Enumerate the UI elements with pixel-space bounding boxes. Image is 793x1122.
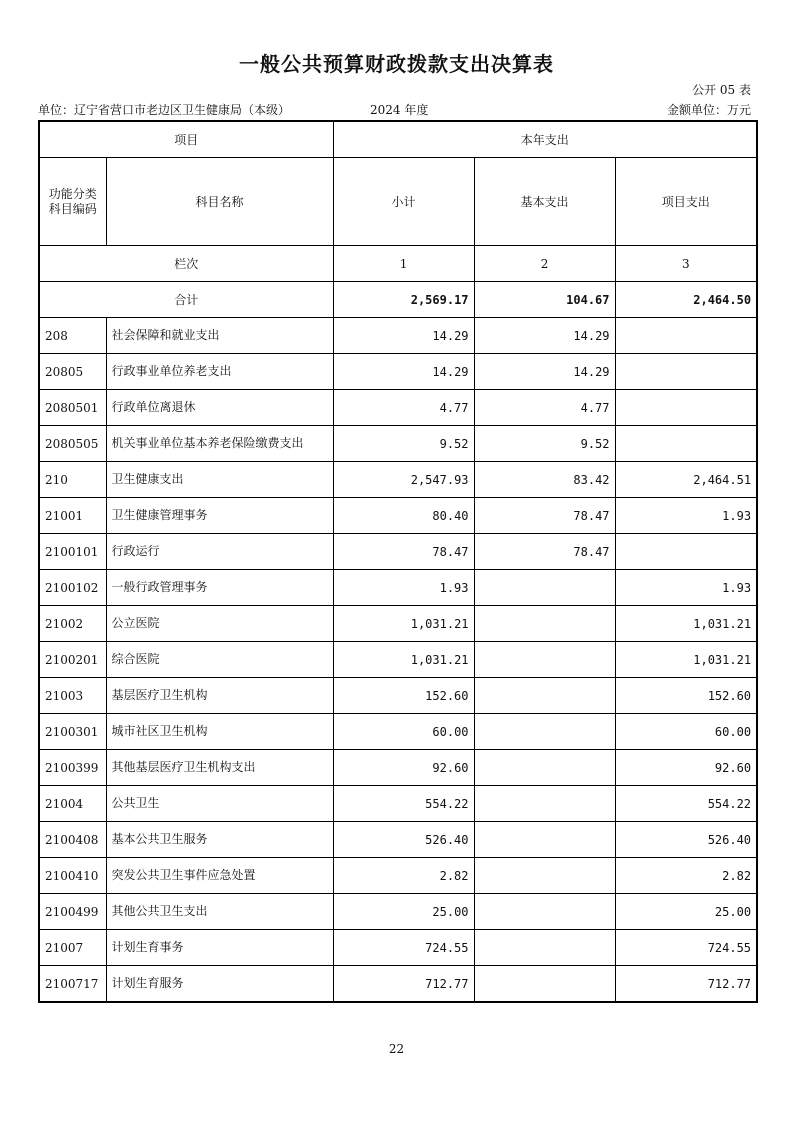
row-project [615,354,757,390]
row-basic: 9.52 [474,426,615,462]
row-project: 1,031.21 [615,606,757,642]
row-code: 20805 [39,354,106,390]
header-row-1 [39,121,757,158]
row-code: 2100102 [39,570,106,606]
row-code: 2100408 [39,822,106,858]
header-name: 科目名称 [106,158,333,246]
col-3: 3 [615,246,757,282]
header-project: 项目支出 [615,158,757,246]
row-name: 行政运行 [106,534,333,570]
row-subtotal: 14.29 [333,354,474,390]
row-subtotal: 554.22 [333,786,474,822]
row-name: 卫生健康支出 [106,462,333,498]
row-subtotal: 4.77 [333,390,474,426]
row-name: 基本公共卫生服务 [106,822,333,858]
row-subtotal: 60.00 [333,714,474,750]
row-subtotal: 25.00 [333,894,474,930]
row-code: 2080501 [39,390,106,426]
row-project: 2,464.51 [615,462,757,498]
row-subtotal: 14.29 [333,318,474,354]
row-project: 2.82 [615,858,757,894]
row-name: 公立医院 [106,606,333,642]
row-subtotal: 9.52 [333,426,474,462]
row-basic [474,822,615,858]
table-row [39,786,757,822]
row-subtotal: 80.40 [333,498,474,534]
row-name: 机关事业单位基本养老保险缴费支出 [106,426,333,462]
row-project: 526.40 [615,822,757,858]
row-project: 1.93 [615,498,757,534]
total-project: 2,464.50 [615,282,757,318]
row-project [615,390,757,426]
header-item: 项目 [39,121,333,158]
row-basic: 83.42 [474,462,615,498]
row-subtotal: 78.47 [333,534,474,570]
row-basic [474,750,615,786]
table-row [39,822,757,858]
row-subtotal: 712.77 [333,966,474,1003]
row-subtotal: 526.40 [333,822,474,858]
row-name: 城市社区卫生机构 [106,714,333,750]
total-label: 合计 [39,282,333,318]
row-project: 25.00 [615,894,757,930]
row-project [615,318,757,354]
row-name: 公共卫生 [106,786,333,822]
row-basic [474,570,615,606]
row-code: 21002 [39,606,106,642]
row-subtotal: 1.93 [333,570,474,606]
row-name: 社会保障和就业支出 [106,318,333,354]
row-project [615,426,757,462]
row-basic: 78.47 [474,534,615,570]
row-project: 152.60 [615,678,757,714]
row-basic [474,858,615,894]
money-unit-label: 金额单位：万元 [666,103,751,117]
row-code: 210 [39,462,106,498]
table-row [39,606,757,642]
year-label: 2024 年度 [370,103,429,117]
total-basic: 104.67 [474,282,615,318]
row-subtotal: 1,031.21 [333,606,474,642]
row-basic [474,894,615,930]
page-title: 一般公共预算财政拨款支出决算表 [239,52,554,76]
unit-label: 单位：辽宁省营口市老边区卫生健康局（本级） [38,103,291,117]
row-subtotal: 152.60 [333,678,474,714]
row-name: 综合医院 [106,642,333,678]
row-name: 计划生育服务 [106,966,333,1003]
row-project: 724.55 [615,930,757,966]
total-subtotal: 2,569.17 [333,282,474,318]
row-name: 行政单位离退休 [106,390,333,426]
row-code: 2100399 [39,750,106,786]
row-subtotal: 1,031.21 [333,642,474,678]
row-code: 2100499 [39,894,106,930]
table-row [39,858,757,894]
row-code: 21003 [39,678,106,714]
table-row [39,570,757,606]
row-code: 208 [39,318,106,354]
row-subtotal: 2,547.93 [333,462,474,498]
row-project: 554.22 [615,786,757,822]
row-project: 1,031.21 [615,642,757,678]
row-basic [474,966,615,1003]
row-code: 2100301 [39,714,106,750]
row-basic [474,642,615,678]
row-basic [474,786,615,822]
row-basic: 14.29 [474,354,615,390]
col-2: 2 [474,246,615,282]
table-row [39,894,757,930]
page-number: 22 [388,1042,405,1056]
table-row [39,930,757,966]
row-basic: 4.77 [474,390,615,426]
row-name: 卫生健康管理事务 [106,498,333,534]
row-basic: 14.29 [474,318,615,354]
row-code: 21007 [39,930,106,966]
column-number-row [39,246,757,282]
row-project: 92.60 [615,750,757,786]
header-subtotal: 小计 [333,158,474,246]
col-label: 栏次 [39,246,333,282]
table-row [39,714,757,750]
row-project [615,534,757,570]
header-row-2 [39,158,757,246]
row-name: 计划生育事务 [106,930,333,966]
row-basic [474,606,615,642]
row-name: 其他基层医疗卫生机构支出 [106,750,333,786]
row-basic [474,678,615,714]
header-basic: 基本支出 [474,158,615,246]
row-subtotal: 2.82 [333,858,474,894]
row-name: 其他公共卫生支出 [106,894,333,930]
row-name: 行政事业单位养老支出 [106,354,333,390]
row-subtotal: 724.55 [333,930,474,966]
table-row [39,462,757,498]
row-basic [474,714,615,750]
table-row [39,498,757,534]
row-project: 1.93 [615,570,757,606]
expenditure-table [38,120,758,1003]
table-row [39,678,757,714]
row-project: 60.00 [615,714,757,750]
row-name: 突发公共卫生事件应急处置 [106,858,333,894]
row-name: 一般行政管理事务 [106,570,333,606]
table-row [39,966,757,1003]
row-name: 基层医疗卫生机构 [106,678,333,714]
table-row [39,534,757,570]
row-code: 2080505 [39,426,106,462]
header-this-year: 本年支出 [333,121,757,158]
table-row [39,354,757,390]
table-row [39,642,757,678]
table-row [39,390,757,426]
row-subtotal: 92.60 [333,750,474,786]
total-row [39,282,757,318]
form-number: 公开 05 表 [692,83,751,97]
row-code: 2100201 [39,642,106,678]
row-basic: 78.47 [474,498,615,534]
row-code: 2100410 [39,858,106,894]
row-project: 712.77 [615,966,757,1003]
table-row [39,426,757,462]
header-code: 功能分类科目编码 [39,158,106,246]
col-1: 1 [333,246,474,282]
row-code: 2100717 [39,966,106,1003]
table-row [39,318,757,354]
table-row [39,750,757,786]
row-code: 21004 [39,786,106,822]
row-basic [474,930,615,966]
row-code: 21001 [39,498,106,534]
row-code: 2100101 [39,534,106,570]
